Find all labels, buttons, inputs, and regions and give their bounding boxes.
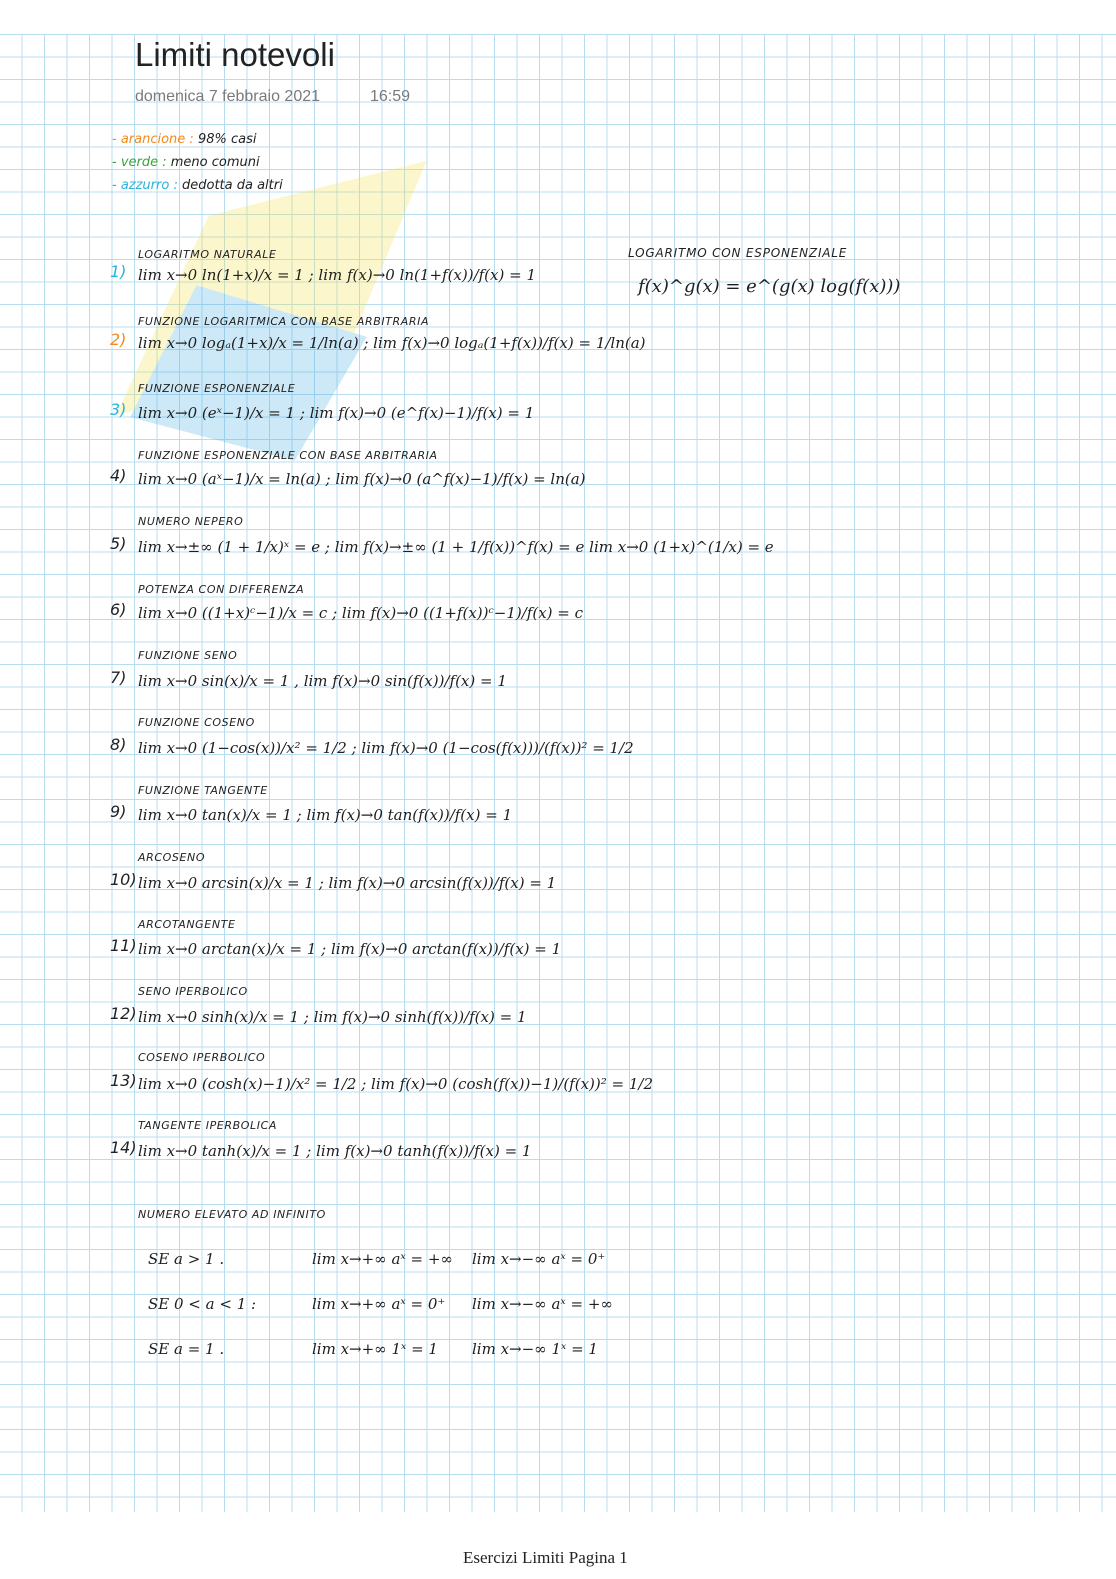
section-formula: lim x→±∞ (1 + 1/x)ˣ = e ; lim f(x)→±∞ (1 + 1/f(x))^f(x) = e lim x→0 (1+x)^(1/x) = e <box>138 538 774 556</box>
section-number: 11) <box>110 936 137 955</box>
section-formula: lim x→0 (cosh(x)−1)/x² = 1/2 ; lim f(x)→0 (cosh(f(x))−1)/(f(x))² = 1/2 <box>138 1075 653 1093</box>
limit-minus-infinity: lim x→−∞ 1ˣ = 1 <box>472 1340 598 1358</box>
side-heading: LOGARITMO CON ESPONENZIALE <box>628 246 848 260</box>
section-heading: LOGARITMO NATURALE <box>138 248 277 261</box>
section-number: 6) <box>110 600 127 619</box>
section-number: 5) <box>110 534 127 553</box>
section-heading: POTENZA CON DIFFERENZA <box>138 583 305 596</box>
section-number: 12) <box>110 1004 137 1023</box>
section-formula: lim x→0 ln(1+x)/x = 1 ; lim f(x)→0 ln(1+f(x))/f(x) = 1 <box>138 266 536 284</box>
legend-text: meno comuni <box>170 155 260 170</box>
section-heading: COSENO IPERBOLICO <box>138 1051 266 1064</box>
section-heading: FUNZIONE SENO <box>138 649 238 662</box>
section-formula: lim x→0 tan(x)/x = 1 ; lim f(x)→0 tan(f(x))/f(x) = 1 <box>138 806 513 824</box>
condition-label: SE a > 1 . <box>148 1250 225 1268</box>
section-number: 14) <box>110 1138 137 1157</box>
section-number: 8) <box>110 735 127 754</box>
section-formula: lim x→0 (aˣ−1)/x = ln(a) ; lim f(x)→0 (a^f(x)−1)/f(x) = ln(a) <box>138 470 586 488</box>
section-formula: lim x→0 logₐ(1+x)/x = 1/ln(a) ; lim f(x)→0 logₐ(1+f(x))/f(x) = 1/ln(a) <box>138 334 646 352</box>
section-formula: lim x→0 sinh(x)/x = 1 ; lim f(x)→0 sinh(f(x))/f(x) = 1 <box>138 1008 527 1026</box>
section-heading: FUNZIONE ESPONENZIALE <box>138 382 296 395</box>
condition-label: SE 0 < a < 1 : <box>148 1295 257 1313</box>
limit-minus-infinity: lim x→−∞ aˣ = 0⁺ <box>472 1250 606 1268</box>
page-time: 16:59 <box>370 88 411 105</box>
section-number: 10) <box>110 870 137 889</box>
section-heading: FUNZIONE ESPONENZIALE CON BASE ARBITRARIA <box>138 449 438 462</box>
section-number: 1) <box>110 262 127 281</box>
section-heading: FUNZIONE COSENO <box>138 716 255 729</box>
section-formula: lim x→0 sin(x)/x = 1 , lim f(x)→0 sin(f(x))/f(x) = 1 <box>138 672 507 690</box>
section-number: 3) <box>110 400 127 419</box>
section-heading: SENO IPERBOLICO <box>138 985 248 998</box>
section-heading: FUNZIONE LOGARITMICA CON BASE ARBITRARIA <box>138 315 430 328</box>
condition-label: SE a = 1 . <box>148 1340 225 1358</box>
section-number: 2) <box>110 330 127 349</box>
legend-text: 98% casi <box>197 132 257 147</box>
section-formula: lim x→0 ((1+x)ᶜ−1)/x = c ; lim f(x)→0 ((1+f(x))ᶜ−1)/f(x) = c <box>138 604 584 622</box>
section-formula: lim x→0 (eˣ−1)/x = 1 ; lim f(x)→0 (e^f(x)−1)/f(x) = 1 <box>138 404 535 422</box>
section-formula: lim x→0 arcsin(x)/x = 1 ; lim f(x)→0 arcsin(f(x))/f(x) = 1 <box>138 874 557 892</box>
section-heading: ARCOSENO <box>138 851 206 864</box>
legend-key: - azzurro : <box>112 178 178 193</box>
legend-item <box>112 155 260 170</box>
section-heading: NUMERO NEPERO <box>138 515 244 528</box>
section-formula: lim x→0 (1−cos(x))/x² = 1/2 ; lim f(x)→0 (1−cos(f(x)))/(f(x))² = 1/2 <box>138 739 634 757</box>
limit-plus-infinity: lim x→+∞ aˣ = +∞ <box>312 1250 453 1268</box>
legend-item <box>112 178 283 193</box>
section-heading: TANGENTE IPERBOLICA <box>138 1119 277 1132</box>
section-number: 7) <box>110 668 127 687</box>
section-number: 9) <box>110 802 127 821</box>
final-heading: NUMERO ELEVATO AD INFINITO <box>138 1208 326 1221</box>
legend-key: - arancione : <box>112 132 194 147</box>
limit-plus-infinity: lim x→+∞ 1ˣ = 1 <box>312 1340 438 1358</box>
section-heading: FUNZIONE TANGENTE <box>138 784 268 797</box>
section-number: 13) <box>110 1071 137 1090</box>
page-footer: Esercizi Limiti Pagina 1 <box>463 1548 628 1567</box>
legend-key: - verde : <box>112 155 167 170</box>
limit-minus-infinity: lim x→−∞ aˣ = +∞ <box>472 1295 613 1313</box>
section-formula: lim x→0 arctan(x)/x = 1 ; lim f(x)→0 arctan(f(x))/f(x) = 1 <box>138 940 562 958</box>
page-title: Limiti notevoli <box>135 36 335 73</box>
limit-plus-infinity: lim x→+∞ aˣ = 0⁺ <box>312 1295 446 1313</box>
side-formula: f(x)^g(x) = e^(g(x) log(f(x))) <box>638 276 901 297</box>
section-formula: lim x→0 tanh(x)/x = 1 ; lim f(x)→0 tanh(f(x))/f(x) = 1 <box>138 1142 532 1160</box>
page-date: domenica 7 febbraio 2021 <box>135 88 321 105</box>
legend-item <box>112 132 256 147</box>
section-heading: ARCOTANGENTE <box>138 918 236 931</box>
legend-text: dedotta da altri <box>181 178 283 193</box>
section-number: 4) <box>110 466 127 485</box>
